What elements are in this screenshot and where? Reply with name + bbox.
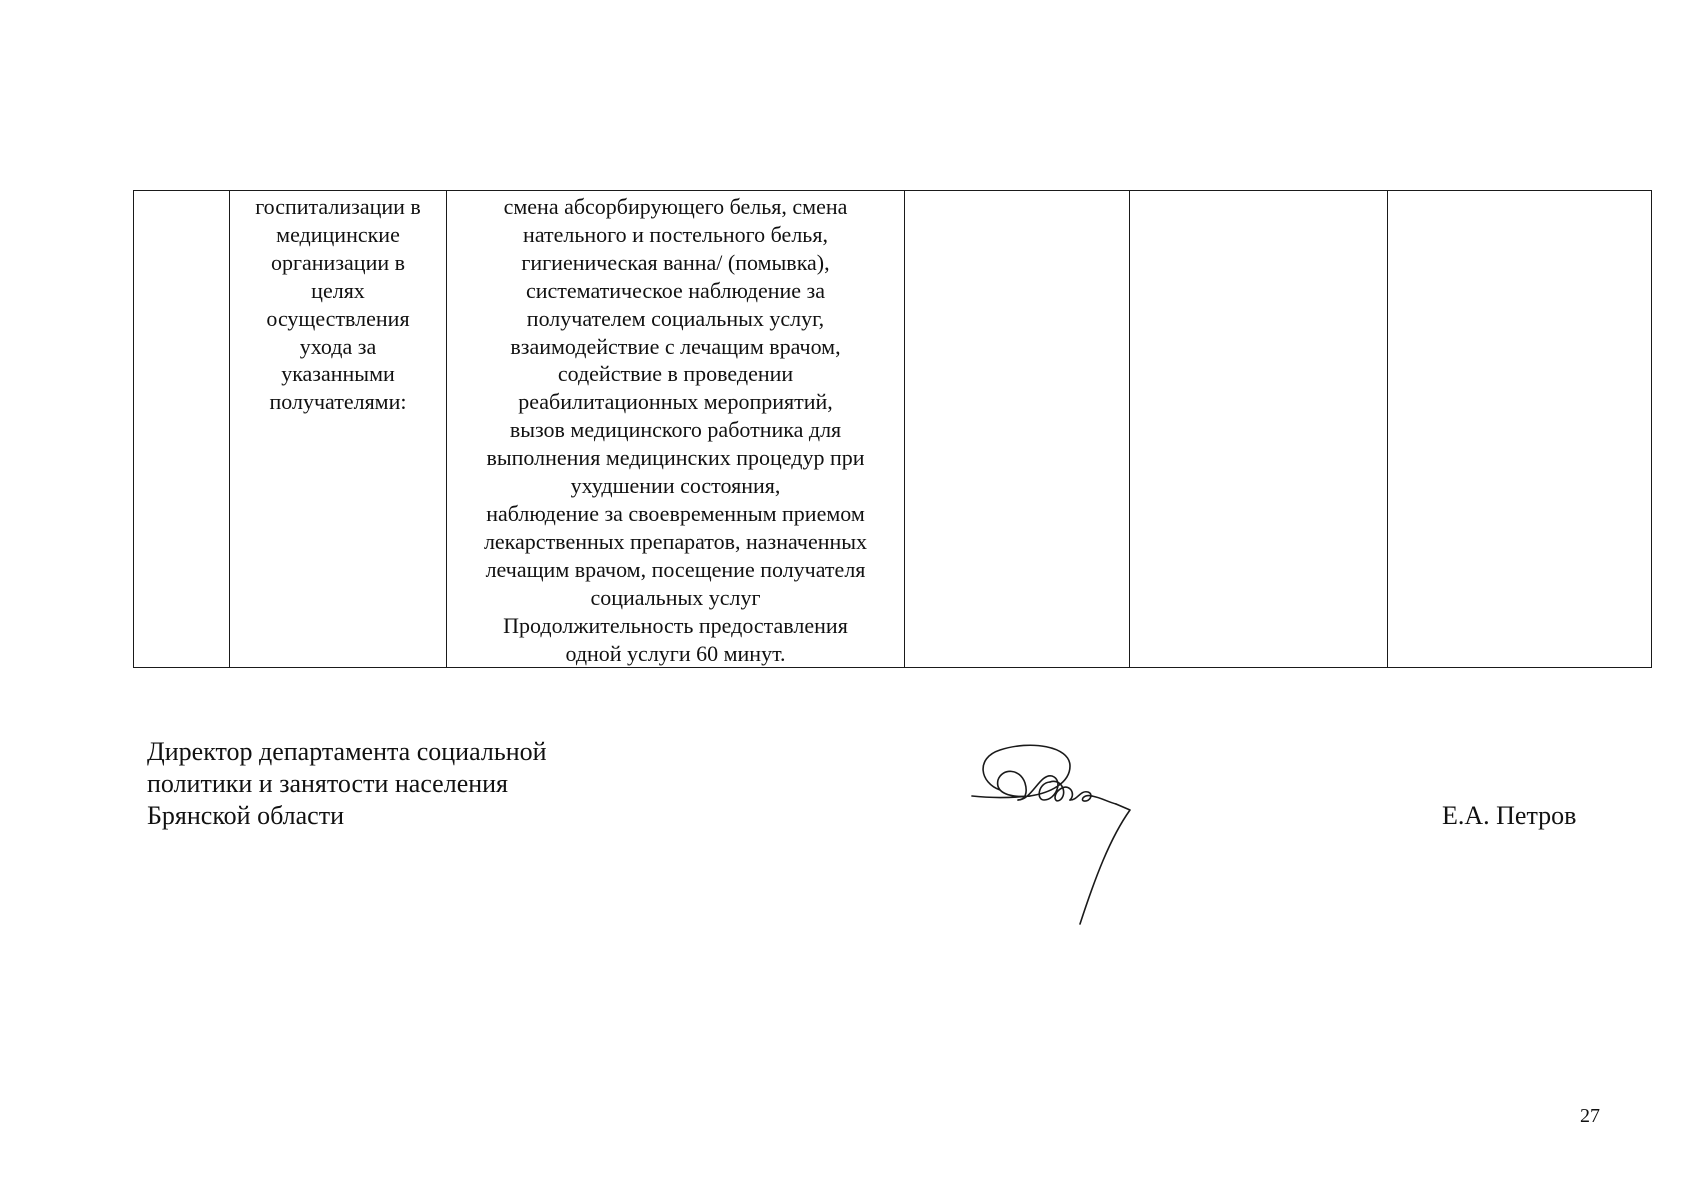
table-cell-service-description <box>447 191 905 668</box>
condition-text: госпитализации в медицинские организации в целях осуществления ухода за указанными получателями: <box>255 194 421 415</box>
signer-title: Директор департамента социальной политики и занятости населения Брянской области <box>147 737 547 830</box>
signature-image <box>970 738 1145 928</box>
signer-name: Е.А. Петров <box>1442 801 1577 830</box>
table-cell-col6 <box>1388 191 1652 668</box>
table-cell-condition <box>230 191 447 668</box>
table-cell-col5 <box>1130 191 1388 668</box>
service-description-text: смена абсорбирующего белья, смена нательного и постельного белья, гигиеническая ванна/ (помывка), систематическое наблюдение за получателем социальных услуг, взаимодействие с лечащим врачом, содействие в проведении реабилитационных мероприятий, вызов медицинского работника для выполнения медицинских процедур при ухудшении состояния, наблюдение за своевременным приемом лекарственных препаратов, назначенных лечащим врачом, посещение получателя социальных услуг Продолжительность предоставления одной услуги 60 минут. <box>483 194 868 666</box>
page-number: 27 <box>1580 1105 1600 1127</box>
table-cell-col4 <box>905 191 1130 668</box>
table-row <box>134 191 1652 668</box>
table-cell-number <box>134 191 230 668</box>
services-table <box>133 190 1652 668</box>
